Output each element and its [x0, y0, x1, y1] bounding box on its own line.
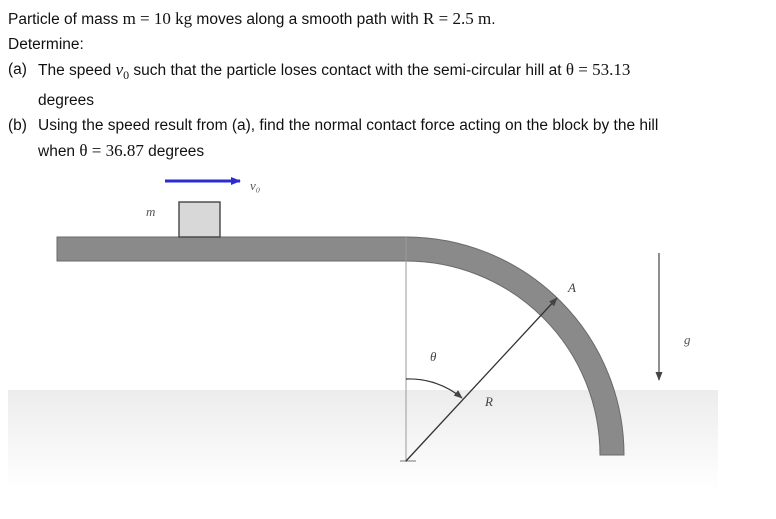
part-a: [8, 57, 768, 113]
hill-diagram: [0, 160, 776, 519]
problem-statement: [8, 6, 768, 164]
part-b-pre2: when: [38, 143, 80, 161]
mass-expression: m = 10 kg: [122, 9, 193, 28]
radius-label: R: [485, 394, 493, 409]
point-a-label: A: [568, 280, 576, 295]
block: [179, 202, 220, 237]
angle-label: θ: [430, 349, 437, 364]
part-b-tag: (b): [8, 117, 27, 135]
determine-heading: Determine:: [8, 36, 84, 53]
part-b: [8, 113, 768, 164]
part-a-mid: such that the particle loses contact with the semi-circular hill at: [129, 62, 566, 79]
part-b-line1: Using the speed result from (a), find the normal contact force acting on the block by the hill: [38, 117, 659, 135]
speed-subscript: 0: [123, 68, 130, 83]
gravity-label: g: [684, 332, 691, 347]
speed-variable: v: [115, 60, 124, 79]
mass-label: m: [146, 204, 156, 219]
part-a-continuation: degrees: [38, 92, 95, 110]
part-b-post2: degrees: [143, 143, 205, 161]
part-a-tag: (a): [8, 61, 27, 78]
statement-line: [8, 6, 768, 32]
part-a-pre: The speed: [38, 62, 116, 79]
velocity-label: v₀: [250, 178, 261, 193]
statement-mid: moves along a smooth path with: [192, 11, 424, 28]
part-b-angle: θ = 36.87: [79, 141, 144, 161]
statement-post: .: [491, 11, 496, 28]
part-a-angle: θ = 53.13: [565, 60, 631, 79]
radius-expression: R = 2.5 m: [423, 9, 492, 28]
statement-pre: Particle of mass: [8, 11, 123, 28]
